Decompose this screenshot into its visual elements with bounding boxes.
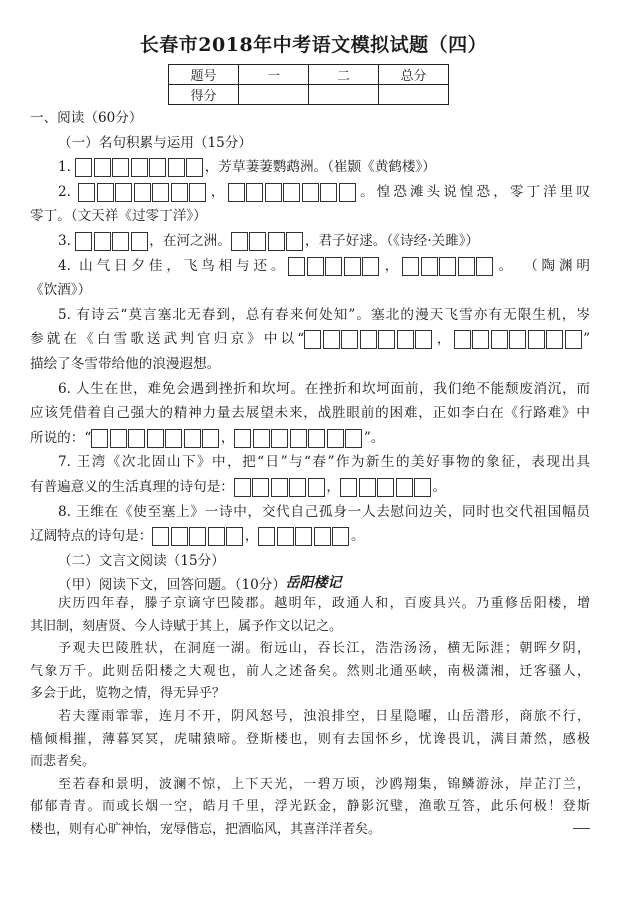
answer-box[interactable] <box>454 330 471 349</box>
line-text: 。 <box>432 479 447 495</box>
line-text: 。 （陶渊明 <box>494 257 590 274</box>
text-line <box>30 354 590 374</box>
answer-box[interactable] <box>476 257 493 276</box>
passage-title: 岳阳楼记 <box>285 575 342 591</box>
answer-box[interactable] <box>341 330 358 349</box>
answer-box[interactable] <box>271 429 288 448</box>
line-text: ， <box>207 183 228 200</box>
answer-box[interactable] <box>289 478 306 497</box>
line-text: 5. 有诗云“莫言塞北无春到，总有春来何处知”。塞北的漫天飞雪亦有无限生机，岑 <box>58 306 590 323</box>
answer-box[interactable] <box>397 330 414 349</box>
line-text: 。 <box>350 528 365 545</box>
answer-box[interactable] <box>131 158 148 177</box>
answer-box[interactable] <box>149 158 166 177</box>
answer-box[interactable] <box>189 183 206 202</box>
line-text: ， <box>326 479 340 495</box>
answer-boxes[interactable] <box>91 428 221 448</box>
answer-boxes[interactable] <box>152 526 245 546</box>
answer-box[interactable] <box>226 527 243 546</box>
answer-box[interactable] <box>509 330 526 349</box>
line-text: 应该凭借着自己强大的精神力量去展望未来，战胜眼前的困难，正如李白在《行路难》中 <box>30 405 590 422</box>
text-line <box>58 502 590 522</box>
answer-boxes[interactable] <box>258 526 351 546</box>
passage-line: 至若春和景明，波澜不惊，上下天光，一碧万顷，沙鸥翔集，锦鳞游泳，岸芷汀兰， <box>58 776 590 792</box>
answer-box[interactable] <box>304 330 321 349</box>
answer-box[interactable] <box>131 232 148 251</box>
answer-box[interactable] <box>115 183 132 202</box>
answer-boxes[interactable] <box>340 477 433 497</box>
answer-box[interactable] <box>565 330 582 349</box>
answer-box[interactable] <box>344 257 361 276</box>
passage-line: 而悲者矣。 <box>30 754 96 770</box>
answer-box[interactable] <box>295 527 312 546</box>
answer-box[interactable] <box>314 527 331 546</box>
answer-box[interactable] <box>377 478 394 497</box>
text-line <box>58 379 590 399</box>
answer-box[interactable] <box>253 429 270 448</box>
passage-line: 郁郁青青。而或长烟一空，皓月千里，浮光跃金，静影沉璧，渔歌互答，此乐何极！登斯 <box>30 799 590 815</box>
answer-box[interactable] <box>94 158 111 177</box>
header-part-1: 一 <box>239 65 309 85</box>
line-text: 7. 王湾《次北固山下》中，把“日”与“春”作为新生的美好事物的象征，表现出具 <box>58 454 590 471</box>
answer-box[interactable] <box>128 429 145 448</box>
line-text: 所说的：“ <box>30 429 92 446</box>
text-line <box>30 477 590 497</box>
line-text: 1. <box>58 159 76 176</box>
text-line <box>58 157 590 177</box>
answer-box[interactable] <box>439 257 456 276</box>
answer-box[interactable] <box>283 183 300 202</box>
text-line <box>30 329 590 349</box>
score-cell-part-1[interactable] <box>239 85 309 105</box>
line-text: ，在河之洲。 <box>149 233 231 249</box>
line-text: 一、阅读（60分） <box>30 110 143 126</box>
answer-box[interactable] <box>359 478 376 497</box>
answer-boxes[interactable] <box>75 231 149 251</box>
text-line <box>30 526 590 546</box>
passage-line: 樯倾楫摧，薄暮冥冥，虎啸猿啼。登斯楼也，则有去国怀乡，忧谗畏讥，满目萧然，感极 <box>30 731 590 747</box>
text-line <box>58 452 590 472</box>
line-text: 《饮酒》） <box>30 282 92 299</box>
score-table-score-row <box>169 85 449 105</box>
line-text: ” <box>583 331 590 348</box>
score-table <box>168 64 449 105</box>
answer-box[interactable] <box>152 527 169 546</box>
answer-boxes[interactable] <box>234 428 364 448</box>
text-line <box>30 428 590 448</box>
answer-box[interactable] <box>258 527 275 546</box>
answer-box[interactable] <box>340 478 357 497</box>
answer-box[interactable] <box>458 257 475 276</box>
answer-box[interactable] <box>165 429 182 448</box>
answer-box[interactable] <box>308 478 325 497</box>
line-text: 6. 人生在世，难免会遇到挫折和坎坷。在挫折和坎坷面前，我们绝不能颓废消沉，而 <box>58 380 590 397</box>
score-cell-part-2[interactable] <box>309 85 379 105</box>
answer-boxes[interactable] <box>75 157 205 177</box>
line-text: ， <box>380 257 403 274</box>
answer-box[interactable] <box>277 527 294 546</box>
answer-box[interactable] <box>332 527 349 546</box>
score-cell-total[interactable] <box>379 85 449 105</box>
answer-box[interactable] <box>208 527 225 546</box>
text-line <box>58 133 590 153</box>
answer-box[interactable] <box>325 257 342 276</box>
line-text: （一）名句积累与运用（15分） <box>58 134 253 151</box>
answer-box[interactable] <box>231 232 248 251</box>
answer-box[interactable] <box>271 478 288 497</box>
answer-box[interactable] <box>362 257 379 276</box>
answer-box[interactable] <box>421 257 438 276</box>
answer-box[interactable] <box>234 429 251 448</box>
answer-box[interactable] <box>110 429 127 448</box>
line-text: ， <box>433 331 454 348</box>
answer-boxes[interactable] <box>78 182 208 202</box>
header-part-2: 二 <box>309 65 379 85</box>
answer-box[interactable] <box>302 183 319 202</box>
answer-box[interactable] <box>360 330 377 349</box>
answer-box[interactable] <box>186 158 203 177</box>
answer-box[interactable] <box>94 232 111 251</box>
header-question-number: 题号 <box>169 65 239 85</box>
answer-box[interactable] <box>252 478 269 497</box>
passage-line: 楼也，则有心旷神怡，宠辱偕忘，把酒临风，其喜洋洋者矣。 <box>30 822 382 837</box>
answer-box[interactable] <box>472 330 489 349</box>
line-text: ”。 <box>363 429 385 446</box>
answer-box[interactable] <box>112 232 129 251</box>
text-line <box>58 231 590 251</box>
answer-boxes[interactable] <box>234 477 327 497</box>
answer-box[interactable] <box>339 183 356 202</box>
answer-box[interactable] <box>546 330 563 349</box>
answer-box[interactable] <box>112 158 129 177</box>
answer-box[interactable] <box>288 257 305 276</box>
page-mark-dash <box>573 828 590 829</box>
text-line <box>58 182 590 202</box>
answer-boxes[interactable] <box>304 329 434 349</box>
answer-box[interactable] <box>75 158 92 177</box>
answer-box[interactable] <box>91 429 108 448</box>
passage-line: 多会于此，览物之情，得无异乎？ <box>30 686 226 702</box>
answer-box[interactable] <box>320 183 337 202</box>
line-text: 参就在《白雪歌送武判官归京》中以“ <box>30 331 305 348</box>
answer-box[interactable] <box>97 183 114 202</box>
answer-box[interactable] <box>147 429 164 448</box>
answer-box[interactable] <box>396 478 413 497</box>
answer-box[interactable] <box>290 429 307 448</box>
text-line <box>58 256 590 276</box>
answer-box[interactable] <box>228 183 245 202</box>
line-text: ， <box>220 429 235 446</box>
line-text: ， <box>244 528 259 545</box>
answer-box[interactable] <box>184 429 201 448</box>
answer-boxes[interactable] <box>402 256 495 276</box>
text-line <box>30 108 590 128</box>
answer-box[interactable] <box>345 429 362 448</box>
answer-box[interactable] <box>75 232 92 251</box>
answer-boxes[interactable] <box>228 182 358 202</box>
answer-box[interactable] <box>528 330 545 349</box>
passage-line: 予观夫巴陵胜状，在洞庭一湖。衔远山，吞长江，浩浩汤汤，横无际涯；朝晖夕阴， <box>58 641 590 657</box>
line-text: 描绘了冬雪带给他的浪漫遐想。 <box>30 356 221 372</box>
line-text: 。惶恐滩头说惶恐，零丁洋里叹 <box>357 183 590 200</box>
answer-boxes[interactable] <box>288 256 381 276</box>
answer-box[interactable] <box>234 478 251 497</box>
line-text: 3. <box>58 233 76 249</box>
exam-title: 长春市2018年中考语文模拟试题（四） <box>139 34 488 56</box>
answer-box[interactable] <box>189 527 206 546</box>
answer-box[interactable] <box>402 257 419 276</box>
answer-box[interactable] <box>286 232 303 251</box>
answer-box[interactable] <box>171 527 188 546</box>
text-line <box>30 206 590 226</box>
passage-line: 庆历四年春，滕子京谪守巴陵郡。越明年，政通人和，百废具兴。乃重修岳阳楼，增 <box>58 596 590 611</box>
text-line <box>30 280 590 300</box>
answer-box[interactable] <box>134 183 151 202</box>
answer-boxes[interactable] <box>231 231 305 251</box>
answer-boxes[interactable] <box>454 329 584 349</box>
answer-box[interactable] <box>246 183 263 202</box>
answer-box[interactable] <box>152 183 169 202</box>
answer-box[interactable] <box>308 429 325 448</box>
answer-box[interactable] <box>249 232 266 251</box>
row-label-score: 得分 <box>169 85 239 105</box>
answer-box[interactable] <box>171 183 188 202</box>
passage-line: 其旧制，刻唐贤、今人诗赋于其上，属予作文以记之。 <box>30 618 343 634</box>
line-text: 零丁。（文天祥《过零丁洋》） <box>30 208 207 225</box>
answer-box[interactable] <box>168 158 185 177</box>
line-text: （二）文言文阅读（15分） <box>58 552 225 569</box>
answer-box[interactable] <box>378 330 395 349</box>
line-text: 有普遍意义的生活真理的诗句是： <box>30 479 234 495</box>
line-text: 2. <box>58 183 79 200</box>
line-text: ，君子好逑。（《诗经·关雎》） <box>304 233 480 249</box>
text-line <box>58 305 590 325</box>
text-line <box>30 403 590 423</box>
answer-box[interactable] <box>268 232 285 251</box>
answer-box[interactable] <box>265 183 282 202</box>
answer-box[interactable] <box>78 183 95 202</box>
answer-box[interactable] <box>327 429 344 448</box>
text-line <box>58 551 590 571</box>
passage-line: 若夫霪雨霏霏，连月不开，阴风怒号，浊浪排空，日星隐曜，山岳潜形，商旅不行， <box>58 709 590 724</box>
line-text: 辽阔特点的诗句是： <box>30 528 153 545</box>
answer-box[interactable] <box>415 330 432 349</box>
line-text: ，芳草萋萋鹦鹉洲。（崔颢《黄鹤楼》） <box>204 159 436 176</box>
answer-box[interactable] <box>307 257 324 276</box>
line-text: 4. 山气日夕佳，飞鸟相与还。 <box>58 257 289 274</box>
answer-box[interactable] <box>323 330 340 349</box>
score-table-header-row <box>169 65 449 85</box>
passage-line: 气象万千。此则岳阳楼之大观也，前人之述备矣。然则北通巫峡，南极潇湘，迁客骚人， <box>30 663 590 679</box>
answer-box[interactable] <box>491 330 508 349</box>
answer-box[interactable] <box>202 429 219 448</box>
header-total: 总分 <box>379 65 449 85</box>
line-text: （甲）阅读下文，回答问题。（10分） <box>58 577 286 594</box>
answer-box[interactable] <box>414 478 431 497</box>
line-text: 8. 王维在《使至塞上》一诗中，交代自己孤身一人去慰问边关，同时也交代祖国幅员 <box>58 503 590 520</box>
